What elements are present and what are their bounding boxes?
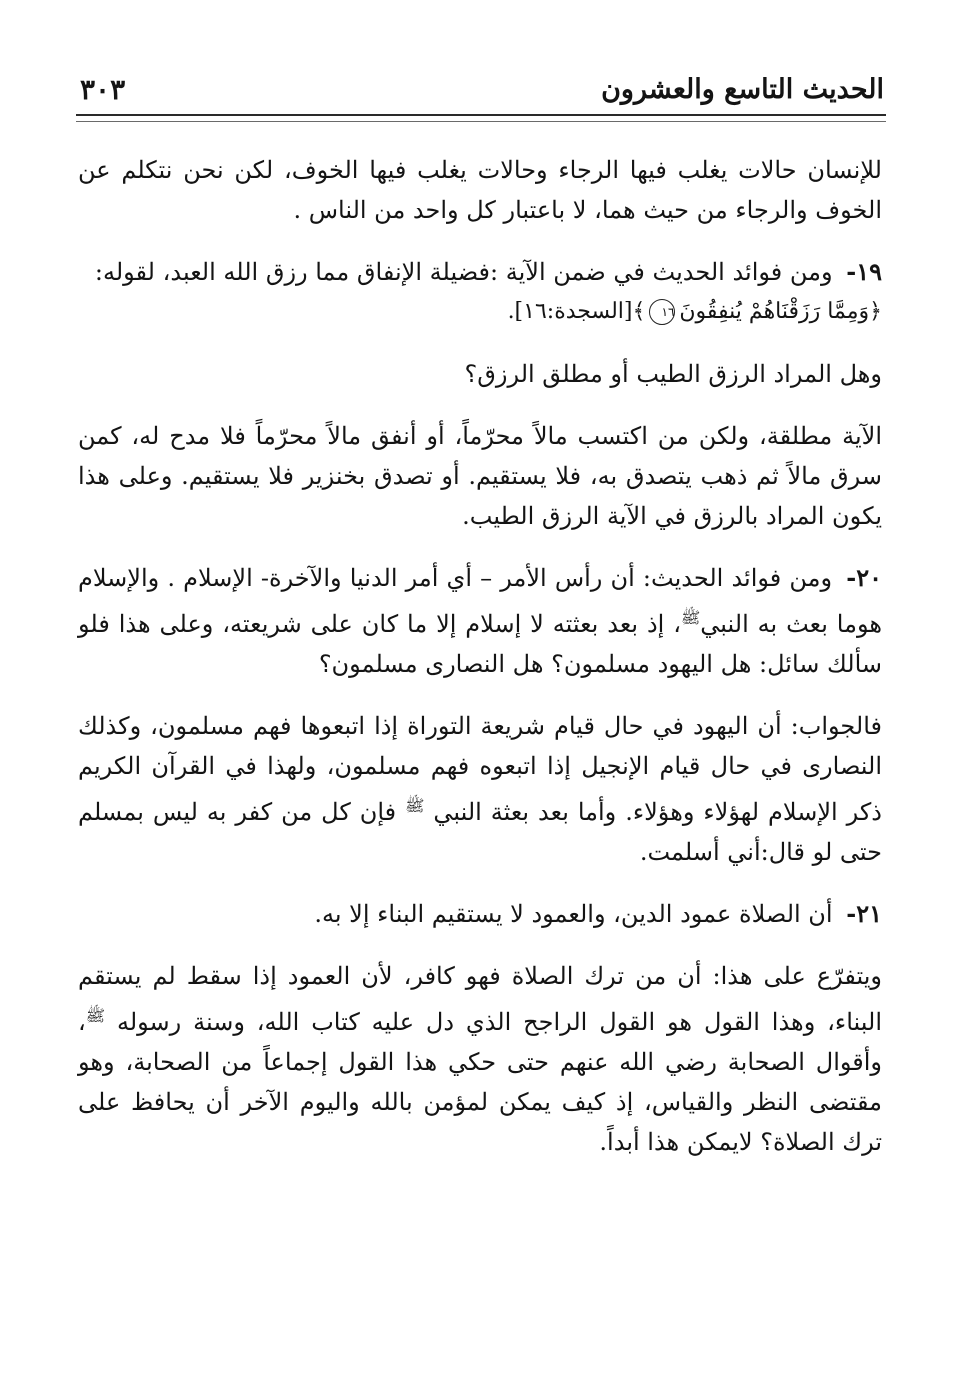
paragraph-response	[78, 706, 882, 872]
paragraph-hope-fear	[78, 150, 882, 230]
paragraph-text: فإن كل من كفر به ليس بمسلم حتى لو قال:أني أسلمت.	[78, 798, 882, 866]
paragraph-benefit-19	[78, 252, 882, 332]
paragraph-text: أن الصلاة عمود الدين، والعمود لا يستقيم البناء إلا به.	[314, 900, 833, 928]
page-number: ٣٠٣	[80, 73, 126, 106]
page-body	[78, 150, 882, 1162]
paragraph-text: الآية مطلقة، ولكن من اكتسب مالاً محرّماً، أو أنفق مالاً محرّماً فلا مدح له، كمن سرق مالاً ثم ذهب يتصدق به، فلا يستقيم. أو تصدق بخنزير فلا يستقيم. وعلى هذا يكون المراد بالرزق في الآية الرزق الطيب.	[78, 422, 883, 530]
paragraph-text: فالجواب: أن اليهود في حال قيام شريعة التوراة إذا اتبعوها فهم مسلمون، وكذلك النصارى في حال قيام الإنجيل إذا اتبعوه فهم مسلمون، ولهذا في القرآن الكريم ذكر الإسلام لهؤلاء وهؤلاء. وأما بعد بعثة النبي	[78, 712, 882, 826]
paragraph-answer	[78, 416, 882, 536]
paragraph-text: ويتفرّع على هذا: أن من ترك الصلاة فهو كافر، لأن العمود إذا سقط لم يستقم البناء، وهذا القول هو القول الراجح الذي دل عليه كتاب الله، وسنة رسوله	[78, 962, 882, 1036]
paragraph-text: ومن فوائد الحديث: أن رأس الأمر – أي أمر الدنيا والآخرة- الإسلام . والإسلام هوما بعث به النبي	[78, 564, 883, 638]
page-title: الحديث التاسع والعشرون	[601, 74, 884, 105]
pbuh-symbol: ﷺ	[405, 796, 425, 815]
header-divider	[76, 114, 886, 122]
paragraph-text: ، إذ بعد بعثته لا إسلام إلا ما كان على شريعته، وعلى هذا فلو سألك سائل: هل اليهود مسلمون؟ هل النصارى مسلمون؟	[78, 610, 882, 678]
verse-reference: ﴾[السجدة:١٦].	[507, 299, 646, 324]
paragraph-text: للإنسان حالات يغلب فيها الرجاء وحالات يغلب فيها الخوف، لكن نحن نتكلم عن الخوف والرجاء من حيث هما، لا باعتبار كل واحد من الناس .	[78, 156, 882, 224]
ayah-number-marker: ١٦	[649, 299, 675, 325]
paragraph-text: ، وأقوال الصحابة رضي الله عنهم حتى حكي هذا القول إجماعاً من الصحابة، وهو مقتضى النظر والقياس، إذ كيف يمكن لمؤمن بالله واليوم الآخر أن يحافظ على ترك الصلاة؟ لايمكن هذا أبداً.	[78, 1008, 882, 1156]
paragraph-benefit-20	[78, 558, 882, 684]
paragraph-benefit-21	[78, 894, 882, 934]
benefit-number: ٢١-	[846, 899, 882, 928]
benefit-number: ٢٠-	[846, 563, 883, 592]
verse-text: ﴿وَمِمَّا رَزَقْنَاهُمْ يُنفِقُونَ	[679, 299, 882, 324]
benefit-number: ١٩-	[846, 257, 882, 286]
paragraph-text: وهل المراد الرزق الطيب أو مطلق الرزق؟	[464, 360, 882, 388]
pbuh-symbol: ﷺ	[85, 1006, 106, 1025]
paragraph-prayer	[78, 956, 882, 1162]
paragraph-text: ومن فوائد الحديث في ضمن الآية :فضيلة الإنفاق مما رزق الله العبد، لقوله:	[94, 258, 833, 286]
quran-verse	[78, 292, 882, 332]
pbuh-symbol: ﷺ	[680, 608, 701, 627]
page-header	[78, 72, 884, 112]
paragraph-question	[78, 354, 882, 394]
